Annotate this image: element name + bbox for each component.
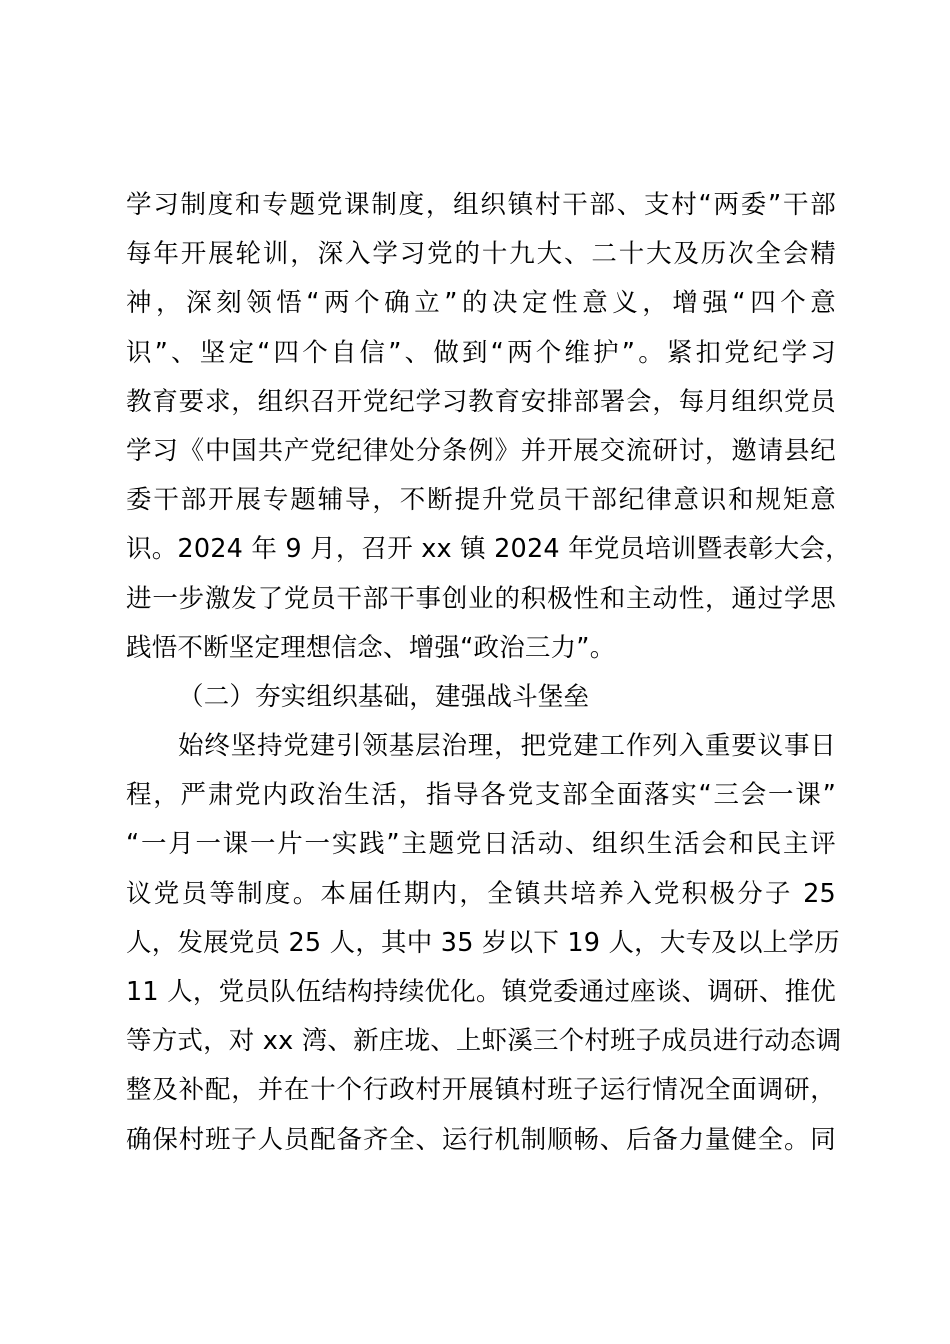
text-line: 神，深刻领悟“两个确立”的决定性意义，增强“四个意 [126,288,836,319]
text-line: 践悟不断坚定理想信念、增强“政治三力”。 [126,632,616,663]
text-line: 每年开展轮训，深入学习党的十九大、二十大及历次全会精 [126,239,836,270]
text-line: 11 人，党员队伍结构持续优化。镇党委通过座谈、调研、推优 [126,977,836,1007]
text-line: 整及补配，并在十个行政村开展镇村班子运行情况全面调研， [126,1075,836,1106]
paragraph-organization [126,722,842,1165]
section-heading: （二）夯实组织基础，建强战斗堡垒 [178,681,590,712]
text-line: 学习《中国共产党纪律处分条例》并开展交流研讨，邀请县纪 [126,435,836,466]
text-line: 进一步激发了党员干部干事创业的积极性和主动性，通过学思 [126,583,836,614]
text-line: “一月一课一片一实践”主题党日活动、组织生活会和民主评 [126,829,836,860]
document-body [126,181,851,1165]
text-line: 程，严肃党内政治生活，指导各党支部全面落实“三会一课” [126,780,836,811]
text-line: 议党员等制度。本届任期内，全镇共培养入党积极分子 25 [126,878,836,909]
text-line: 等方式，对 xx 湾、新庄垅、上虾溪三个村班子成员进行动态调 [126,1026,842,1057]
text-line: 识”、坚定“四个自信”、做到“两个维护”。紧扣党纪学习 [126,337,836,368]
text-line: 教育要求，组织召开党纪学习教育安排部署会，每月组织党员 [126,386,836,417]
text-line: 识。2024 年 9 月，召开 xx 镇 2024 年党员培训暨表彰大会， [126,534,851,565]
text-line: 学习制度和专题党课制度，组织镇村干部、支村“两委”干部 [126,190,836,220]
text-line: 委干部开展专题辅导，不断提升党员干部纪律意识和规矩意 [126,485,836,516]
text-line: 始终坚持党建引领基层治理，把党建工作列入重要议事日 [178,731,836,762]
text-line: 确保村班子人员配备齐全、运行机制顺畅、后备力量健全。同 [126,1124,836,1155]
text-line: 人，发展党员 25 人，其中 35 岁以下 19 人，大专及以上学历 [126,927,840,958]
paragraph-training [126,181,851,673]
